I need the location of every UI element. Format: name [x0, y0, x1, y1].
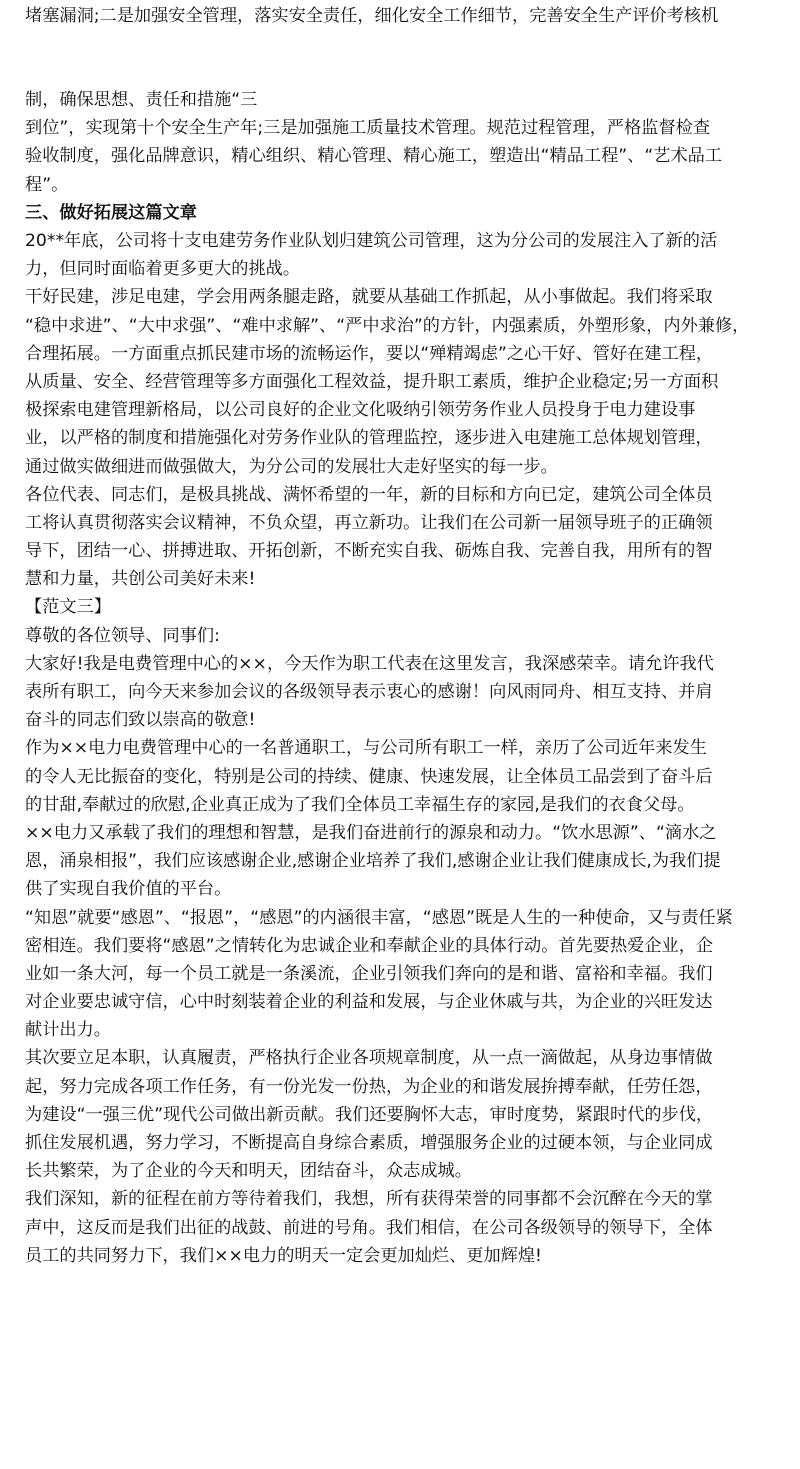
text-line: 尊敬的各位领导、同事们:: [25, 625, 220, 646]
text-line: 作为××电力电费管理中心的一名普通职工，与公司所有职工一样，亲历了公司近年来发生: [25, 738, 707, 759]
text-line: 我们深知，新的征程在前方等待着我们，我想，所有获得荣誉的同事都不会沉醉在今天的掌: [25, 1189, 713, 1210]
text-line: 慧和力量，共创公司美好未来!: [25, 569, 256, 590]
text-line: ××电力又承载了我们的理想和智慧，是我们奋进前行的源泉和动力。“饮水思源”、“滴水之: [25, 822, 717, 843]
text-line: 其次要立足本职，认真履责，严格执行企业各项规章制度，从一点一滴做起，从身边事情做: [25, 1048, 713, 1069]
text-line: [25, 58, 775, 86]
text-line: 各位代表、同志们，是极具挑战、满怀希望的一年，新的目标和方向已定，建筑公司全体员: [25, 484, 713, 505]
text-line: 业如一条大河，每一个员工就是一条溪流，企业引领我们奔向的是和谐、富裕和幸福。我们: [25, 963, 713, 984]
text-line: 到位”，实现第十个安全生产年;三是加强施工质量技术管理。规范过程管理，严格监督检查: [25, 118, 711, 139]
text-line: 起，努力完成各项工作任务，有一份光发一份热，为企业的和谐发展拚搏奉献，任劳任怨，: [25, 1076, 713, 1097]
text-line: 长共繁荣，为了企业的今天和明天，团结奋斗，众志成城。: [25, 1161, 472, 1182]
text-line: 恩，涌泉相报”，我们应该感谢企业,感谢企业培养了我们,感谢企业让我们健康成长,为我们提: [25, 851, 721, 872]
text-line: 从质量、安全、经营管理等多方面强化工程效益，提升职工素质，维护企业稳定;另一方面积: [25, 371, 719, 392]
text-line: 程”。: [25, 174, 69, 195]
text-line: 极探索电建管理新格局，以公司良好的企业文化吸纳引领劳务作业人员投身于电力建设事: [25, 400, 696, 421]
text-line: 合理拓展。一方面重点抓民建市场的流畅运作，要以“殚精竭虑”之心干好、管好在建工程，: [25, 343, 714, 364]
text-line: 工将认真贯彻落实会议精神，不负众望，再立新功。让我们在公司新一届领导班子的正确领: [25, 512, 713, 533]
text-line: 力，但同时面临着更多更大的挑战。: [25, 259, 301, 280]
text-line: 【范文三】: [25, 597, 111, 618]
text-line: 制，确保思想、责任和措施“三: [25, 90, 258, 111]
text-line: 密相连。我们要将“感恩”之情转化为忠诚企业和奉献企业的具体行动。首先要热爱企业，企: [25, 935, 714, 956]
text-line: 的令人无比振奋的变化，特别是公司的持续、健康、快速发展，让全体员工品尝到了奋斗后: [25, 766, 713, 787]
text-line: 声中，这反而是我们出征的战鼓、前进的号角。我们相信，在公司各级领导的领导下，全体: [25, 1217, 713, 1238]
text-line: 的甘甜,奉献过的欣慰,企业真正成为了我们全体员工幸福生存的家园,是我们的衣食父母。: [25, 794, 695, 815]
text-line: 导下，团结一心、拼搏进取、开拓创新，不断充实自我、砺炼自我、完善自我，用所有的智: [25, 541, 713, 562]
text-line: “稳中求进”、“大中求强”、“难中求解”、“严中求治”的方针，内强素质，外塑形象，内外兼修，: [25, 315, 750, 336]
text-line: 抓住发展机遇，努力学习，不断提高自身综合素质，增强服务企业的过硬本领，与企业同成: [25, 1133, 713, 1153]
document-body: [25, 0, 775, 1270]
text-line: 奋斗的同志们致以崇高的敬意!: [25, 710, 256, 731]
text-line: 20**年底，公司将十支电建劳务作业队划归建筑公司管理，这为分公司的发展注入了新的活: [25, 231, 718, 251]
section-heading: 三、做好拓展这篇文章: [25, 202, 197, 223]
text-line: 业，以严格的制度和措施强化对劳务作业队的管理监控，逐步进入电建施工总体规划管理，: [25, 428, 713, 449]
text-line: 对企业要忠诚守信，心中时刻装着企业的利益和发展，与企业休戚与共，为企业的兴旺发达: [25, 992, 713, 1013]
text-line: 大家好!我是电费管理中心的××，今天作为职工代表在这里发言，我深感荣幸。请允许我代: [25, 653, 714, 674]
text-line: [25, 30, 775, 58]
text-line: 献计出力。: [25, 1020, 111, 1041]
text-line: 验收制度，强化品牌意识，精心组织、精心管理、精心施工，塑造出“精品工程”、“艺术品工: [25, 146, 723, 167]
text-line: 堵塞漏洞;二是加强安全管理，落实安全责任，细化安全工作细节，完善安全生产评价考核机: [25, 5, 719, 26]
text-line: 为建设“一强三优”现代公司做出新贡献。我们还要胸怀大志，审时度势，紧跟时代的步伐，: [25, 1104, 714, 1125]
text-line: 供了实现自我价值的平台。: [25, 879, 232, 900]
text-line: “知恩”就要“感恩”、“报恩”，“感恩”的内涵很丰富，“感恩”既是人生的一种使命，又与责任紧: [25, 907, 733, 928]
text-line: 干好民建，涉足电建，学会用两条腿走路，就要从基础工作抓起，从小事做起。我们将采取: [25, 287, 713, 308]
text-line: 表所有职工，向今天来参加会议的各级领导表示衷心的感谢！向风雨同舟、相互支持、并肩: [25, 682, 713, 702]
text-line: 通过做实做细进而做强做大，为分公司的发展壮大走好坚实的每一步。: [25, 456, 558, 477]
text-line: 员工的共同努力下，我们××电力的明天一定会更加灿烂、更加辉煌!: [25, 1245, 542, 1266]
